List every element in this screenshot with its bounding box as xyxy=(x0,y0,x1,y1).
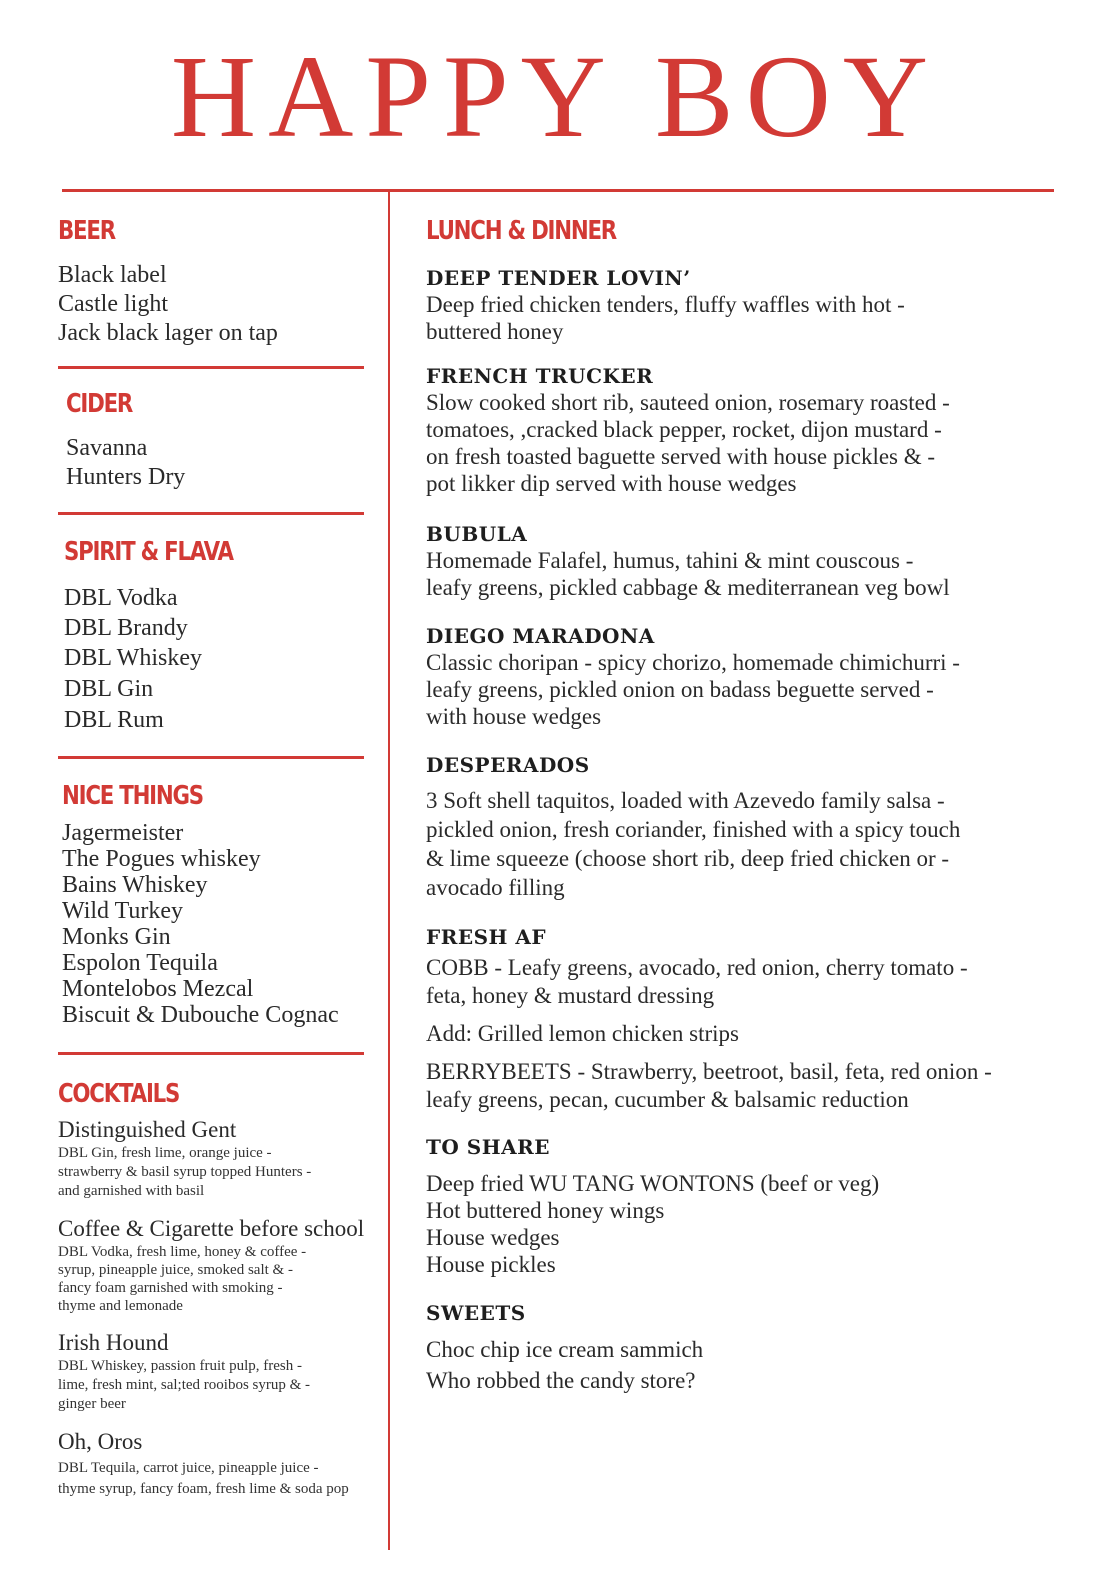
dish-item xyxy=(426,924,1046,1114)
cocktail-name: Distinguished Gent xyxy=(58,1116,237,1142)
list-item: Savanna xyxy=(66,435,148,462)
dish-description xyxy=(426,389,1046,497)
dish-desc-line: 3 Soft shell taquitos, loaded with Azevedo family salsa - xyxy=(426,788,945,814)
dish-desc-line: leafy greens, pecan, cucumber & balsamic reduction xyxy=(426,1087,909,1113)
cider-section xyxy=(58,389,378,492)
list-item: Montelobos Mezcal xyxy=(62,975,254,1002)
dish-item xyxy=(426,265,1046,345)
dish-desc-line: & lime squeeze (choose short rib, deep fried chicken or - xyxy=(426,846,950,872)
cocktail-desc-line: fancy foam garnished with smoking - xyxy=(58,1279,283,1296)
dish-item xyxy=(426,363,1046,497)
cocktail-item xyxy=(58,1428,378,1500)
cocktail-item xyxy=(58,1215,378,1315)
cocktail-desc-line: thyme syrup, fancy foam, fresh lime & soda pop xyxy=(58,1480,349,1497)
dish-name: TO SHARE xyxy=(426,1135,550,1160)
dish-desc-line: Hot buttered honey wings xyxy=(426,1198,665,1224)
nice-things-heading: NICE THINGS xyxy=(62,780,203,811)
nice-things-section xyxy=(58,781,378,1028)
cocktail-desc-line: syrup, pineapple juice, smoked salt & - xyxy=(58,1261,293,1278)
dish-desc-line: BERRYBEETS - Strawberry, beetroot, basil, feta, red onion - xyxy=(426,1059,992,1085)
dish-desc-line: House wedges xyxy=(426,1225,560,1251)
dish-desc-line: tomatoes, ,cracked black pepper, rocket, dijon mustard - xyxy=(426,417,942,443)
cocktail-desc-line: DBL Tequila, carrot juice, pineapple juice - xyxy=(58,1459,319,1476)
list-item: Espolon Tequila xyxy=(62,949,218,976)
list-item: Castle light xyxy=(58,291,168,318)
dish-desc-line: Classic choripan - spicy chorizo, homemade chimichurri - xyxy=(426,650,960,676)
dish-item xyxy=(426,1134,1046,1278)
dish-desc-line: on fresh toasted baguette served with house pickles & - xyxy=(426,444,936,470)
dish-desc-line: pot likker dip served with house wedges xyxy=(426,471,797,497)
dish-desc-line: avocado filling xyxy=(426,875,565,901)
cocktails-section xyxy=(58,1079,378,1500)
dish-name: FRESH AF xyxy=(426,925,547,950)
dish-desc-line: Who robbed the candy store? xyxy=(426,1368,696,1394)
dish-desc-line: House pickles xyxy=(426,1252,556,1278)
cocktail-item xyxy=(58,1329,378,1414)
dish-desc-line: Homemade Falafel, humus, tahini & mint couscous - xyxy=(426,548,914,574)
dish-desc-line: Deep fried WU TANG WONTONS (beef or veg) xyxy=(426,1171,880,1197)
beer-section xyxy=(58,212,378,348)
cocktail-description xyxy=(58,1357,378,1414)
list-item: DBL Brandy xyxy=(64,614,188,641)
dish-name: DESPERADOS xyxy=(426,753,590,778)
list-item: Wild Turkey xyxy=(62,897,184,924)
list-item: DBL Vodka xyxy=(64,584,178,611)
cocktail-desc-line: DBL Whiskey, passion fruit pulp, fresh - xyxy=(58,1357,302,1374)
cocktail-desc-line: thyme and lemonade xyxy=(58,1297,183,1314)
list-item: Bains Whiskey xyxy=(62,871,208,898)
cocktails-heading: COCKTAILS xyxy=(58,1078,180,1109)
dish-desc-line: Choc chip ice cream sammich xyxy=(426,1337,704,1363)
cocktail-desc-line: and garnished with basil xyxy=(58,1182,205,1199)
spirit-heading: SPIRIT & FLAVA xyxy=(64,537,233,568)
dish-name: FRENCH TRUCKER xyxy=(426,364,654,389)
cocktail-desc-line: ginger beer xyxy=(58,1395,126,1412)
cocktail-desc-line: DBL Vodka, fresh lime, honey & coffee - xyxy=(58,1243,307,1260)
dish-desc-line: with house wedges xyxy=(426,704,602,730)
dish-description xyxy=(426,547,1046,601)
list-item: DBL Whiskey xyxy=(64,644,202,671)
dish-description xyxy=(426,291,1046,345)
dish-desc-line: buttered honey xyxy=(426,319,564,345)
dish-description xyxy=(426,649,1046,730)
cocktail-desc-line: DBL Gin, fresh lime, orange juice - xyxy=(58,1144,272,1161)
dish-description xyxy=(426,786,1046,902)
cocktail-name: Oh, Oros xyxy=(58,1428,143,1454)
food-column xyxy=(426,212,1046,1396)
menu-title: HAPPY BOY xyxy=(170,31,941,162)
dish-name: DEEP TENDER LOVIN’ xyxy=(426,266,691,291)
dish-name: DIEGO MARADONA xyxy=(426,624,655,649)
dish-name: BUBULA xyxy=(426,522,528,547)
drinks-column xyxy=(58,212,378,1514)
section-divider xyxy=(58,756,364,759)
dish-desc-line: COBB - Leafy greens, avocado, red onion, cherry tomato - xyxy=(426,955,968,981)
cocktail-description xyxy=(58,1458,378,1500)
top-divider xyxy=(62,189,1054,192)
dish-description xyxy=(426,1170,1046,1278)
cocktail-desc-line: strawberry & basil syrup topped Hunters - xyxy=(58,1163,312,1180)
spirit-section xyxy=(58,537,378,735)
list-item: Jagermeister xyxy=(62,819,184,846)
list-item: Monks Gin xyxy=(62,923,171,950)
dish-desc-line: Add: Grilled lemon chicken strips xyxy=(426,1021,739,1047)
list-item: DBL Gin xyxy=(64,675,154,702)
list-item: The Pogues whiskey xyxy=(62,845,261,872)
dish-desc-line: Slow cooked short rib, sauteed onion, rosemary roasted - xyxy=(426,390,950,416)
cocktail-description xyxy=(58,1243,378,1315)
section-divider xyxy=(58,1052,364,1055)
cocktail-name: Coffee & Cigarette before school xyxy=(58,1215,365,1241)
dish-desc-line: leafy greens, pickled onion on badass beguette served - xyxy=(426,677,934,703)
cocktail-desc-line: lime, fresh mint, sal;ted rooibos syrup & - xyxy=(58,1376,311,1393)
dish-desc-line: leafy greens, pickled cabbage & mediterranean veg bowl xyxy=(426,575,950,601)
list-item: Jack black lager on tap xyxy=(58,320,278,347)
dish-desc-line: feta, honey & mustard dressing xyxy=(426,983,715,1009)
dish-name: SWEETS xyxy=(426,1301,526,1326)
dish-item xyxy=(426,521,1046,601)
dish-desc-line: pickled onion, fresh coriander, finished with a spicy touch xyxy=(426,817,961,843)
section-divider xyxy=(58,512,364,515)
column-divider xyxy=(388,190,390,1550)
list-item: DBL Rum xyxy=(64,706,164,733)
cocktail-name: Irish Hound xyxy=(58,1329,169,1355)
dish-description xyxy=(426,954,1046,1114)
dish-desc-line: Deep fried chicken tenders, fluffy waffles with hot - xyxy=(426,292,905,318)
beer-heading: BEER xyxy=(58,216,115,246)
lunch-dinner-heading: LUNCH & DINNER xyxy=(426,216,616,246)
list-item: Hunters Dry xyxy=(66,464,186,491)
dish-description xyxy=(426,1334,1046,1396)
dish-item xyxy=(426,623,1046,730)
dish-item xyxy=(426,1300,1046,1396)
dish-item xyxy=(426,752,1046,902)
list-item: Biscuit & Dubouche Cognac xyxy=(62,1001,339,1028)
cocktail-description xyxy=(58,1144,378,1201)
section-divider xyxy=(58,366,364,369)
cocktail-item xyxy=(58,1116,378,1201)
list-item: Black label xyxy=(58,262,167,289)
cider-heading: CIDER xyxy=(66,389,133,420)
